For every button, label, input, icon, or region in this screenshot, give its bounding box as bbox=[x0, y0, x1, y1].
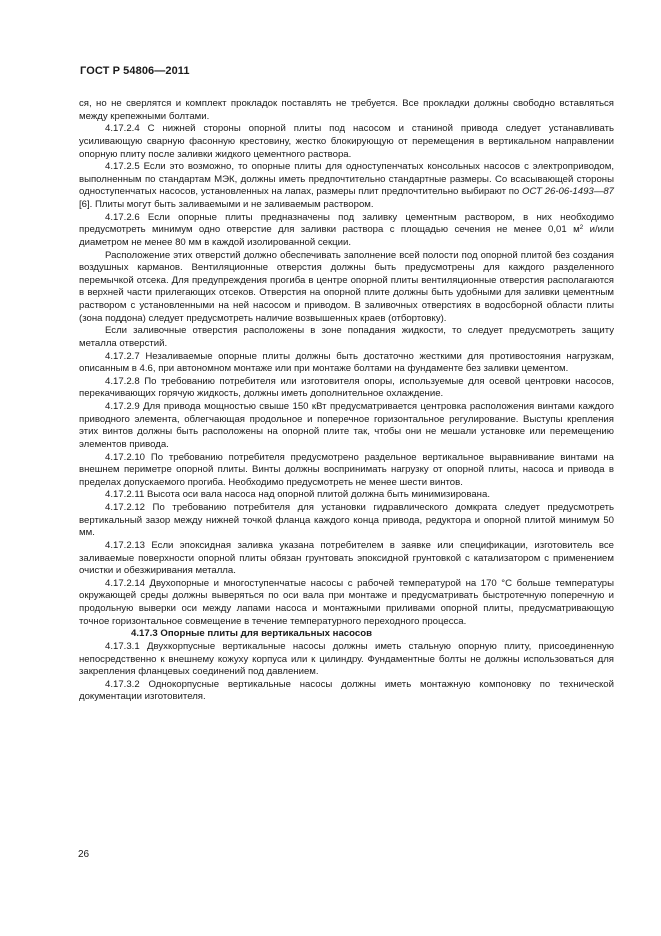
paragraph-4-17-2-14: 4.17.2.14 Двухопорные и многоступенчатые насосы с рабочей температурой на 170 °С больше температуры окружающей среды должны выверяться по оси вала при монтаже и предусматривать быстротечную поперечную и продольную выверки оси между лапами насоса и монтажными приливами опорной плиты, предусматривающую точное горизонтальное совмещение в течение температурного переходного процесса. bbox=[79, 577, 614, 627]
section-heading bbox=[79, 628, 614, 641]
paragraph-4-17-2-11: 4.17.2.11 Высота оси вала насоса над опорной плитой должна быть минимизирована. bbox=[105, 489, 490, 501]
paragraph-continuation: ся, но не сверлятся и комплект прокладок поставлять не требуется. Все прокладки должны свободно вставляться между крепежными болтами. bbox=[79, 98, 614, 122]
paragraph-4-17-3-2: 4.17.3.2 Однокорпусные вертикальные насосы должны иметь монтажную компоновку по технической документации изготовителя. bbox=[79, 678, 614, 703]
paragraph-4-17-2-5-part2: [6]. Плиты могут быть заливаемыми и не заливаемым раствором. bbox=[79, 199, 374, 210]
paragraph-4-17-2-10: 4.17.2.10 По требованию потребителя предусмотрено раздельное вертикальное выравнивание винтами на внешнем периметре опорной плиты. Винты должны воспринимать нагрузку от опорной плиты, насоса и привода в пределах допускаемого прогиба. Необходимо предусмотреть не менее шести винтов. bbox=[79, 451, 614, 488]
document-body bbox=[79, 98, 614, 704]
paragraph-4-17-3-1: 4.17.3.1 Двухкорпусные вертикальные насосы должны иметь стальную опорную плиту, присоединенную непосредственно к внешнему кожуху корпуса или к цилиндру. Фундаментные болты не должны использоваться для закрепления фланцевых соединений под давлением. bbox=[79, 640, 614, 678]
paragraph-4-17-2-6 bbox=[79, 212, 614, 250]
paragraph-4-17-2-6-part1: 4.17.2.6 Если опорные плиты предназначены под заливку цементным раствором, в них необходимо предусмотреть минимум одно отверстие для заливки раствора с площадью сечения не менее 0,01 м bbox=[79, 211, 614, 236]
paragraph-4-17-2-13: 4.17.2.13 Если эпоксидная заливка указана потребителем в заявке или спецификации, изготовитель все заливаемые поверхности опорной плиты обязан грунтовать эпоксидной грунтовкой с катализатором с применением очистки и обезжиривания металла. bbox=[79, 539, 614, 577]
paragraph-4-17-2-4: 4.17.2.4 С нижней стороны опорной плиты под насосом и станиной привода следует устанавливать усиливающую сварную фасонную крестовину, жестко блокирующую от перемещения в вертикальном направлении опорную плиту после заливки жидкого цементного раствора. bbox=[79, 123, 614, 160]
paragraph-4-17-2-8: 4.17.2.8 По требованию потребителя или изготовителя опоры, используемые для осевой центровки насосов, перекачивающих горячую жидкость, должны иметь дополнительное охлаждение. bbox=[79, 375, 614, 400]
paragraph-holes-protection: Если заливочные отверстия расположены в зоне попадания жидкости, то следует предусмотреть защиту металла отверстий. bbox=[79, 325, 614, 349]
standard-reference: ОСТ 26-06-1493—87 bbox=[522, 186, 614, 198]
superscript: 2 bbox=[579, 224, 584, 232]
document-header: ГОСТ Р 54806—2011 bbox=[80, 65, 190, 77]
paragraph-holes-location: Расположение этих отверстий должно обеспечивать заполнение всей полости под опорной плитой без создания воздушных карманов. Вентиляционные отверстия должны быть предусмотрены для каждого разделенного перемычкой отсека. Для предупреждения прогиба в центре опорной плиты вентиляционные отверстия располагаются в верхней части прилегающих отсеков. Отверстия на опорной плите должны быть удобными для заливки цементным раствором с установленными на ней насосом и приводом. В заливочных отверстиях в водосборной области плиты (зона поддона) следует предусмотреть наличие возвышенных краев (отбортовку). bbox=[79, 249, 614, 324]
paragraph-4-17-2-7: 4.17.2.7 Незаливаемые опорные плиты должны быть достаточно жесткими для противостояния нагрузкам, описанным в 4.6, при автономном монтаже или при монтаже болтами на фундаменте без заливки цементом. bbox=[79, 350, 614, 375]
paragraph-4-17-2-5 bbox=[79, 161, 614, 212]
section-title: Опорные плиты для вертикальных насосов bbox=[160, 628, 372, 640]
paragraph-4-17-2-12: 4.17.2.12 По требованию потребителя для установки гидравлического домкрата следует предусмотреть вертикальный зазор между нижней точкой фланца каждого конца привода, редуктора и опорной плитой минимум 50 мм. bbox=[79, 502, 614, 539]
paragraph-4-17-2-5-part1: 4.17.2.5 Если это возможно, то опорные плиты для одноступенчатых консольных насосов с электроприводом, выполненным по стандартам МЭК, должны иметь предпочтительно стандартные размеры. Со всасывающей стороны одноступенчатых насосов, установленных на лапах, размеры плит предпочтительно выбирают по bbox=[79, 161, 614, 198]
section-number: 4.17.3 bbox=[131, 628, 158, 640]
paragraph-4-17-2-6-part2: и/или диаметром не менее 80 мм в каждой изолированной секции. bbox=[79, 224, 614, 248]
page-number: 26 bbox=[78, 849, 90, 860]
paragraph-4-17-2-9: 4.17.2.9 Для привода мощностью свыше 150 кВт предусматривается центровка расположения винтами каждого приводного элемента, облегчающая продольное и поперечное горизонтальное регулирование. Выступы крепления этих винтов должны быть расположены на опорной плите так, чтобы они не мешали установке или перемещению элементов привода. bbox=[79, 401, 614, 450]
